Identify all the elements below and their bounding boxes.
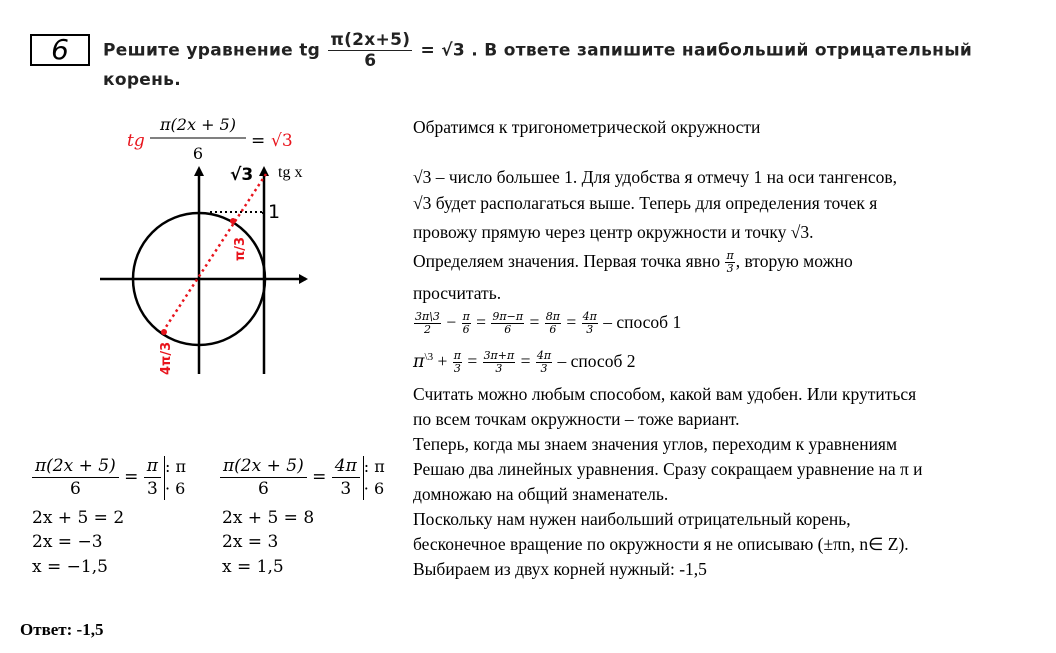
explanation-line-7: Считать можно любым способом, какой вам удобен. Или крутиться [413,384,917,404]
method-2-head: π [413,351,425,372]
frac-denominator: 2 [423,323,431,337]
explanation-line-6: просчитать. [413,283,502,303]
inline-fraction [545,311,561,336]
explanation-line-5-start: Определяем значения. Первая точка явно [413,251,725,271]
frac-numerator: 9π−π [492,310,524,324]
frac-denominator: 3 [726,262,734,276]
inline-fraction [414,311,441,336]
right-eq-side [364,456,385,500]
final-answer: Ответ: -1,5 [20,620,104,639]
task-frac-denominator: 6 [364,51,377,71]
fraction-pi-3 [725,250,734,275]
explanation-line-5-end: , вторую можно [735,251,853,271]
point-pi-3 [230,218,236,224]
label-one: 1 [268,201,281,223]
diagram-eq-equals: = [251,131,266,151]
method-2-expression [452,349,553,376]
frac-numerator: 8π [545,310,560,324]
explanation-line-8: по всем точкам окружности – тоже вариант. [413,409,740,429]
left-side-top: : π [164,456,186,476]
task-number-box [30,34,90,66]
frac-numerator: π [462,310,470,324]
task-fraction [328,30,412,71]
frac-numerator: 3π+π [483,349,515,363]
inline-fraction [483,350,516,375]
frac-numerator: π [453,349,461,363]
left-equation [32,455,186,500]
inline-fraction [462,311,471,336]
right-eq-fraction [220,455,307,500]
method-1-line [413,310,681,336]
explanation-line-2: √3 – число большее 1. Для удобства я отмечу 1 на оси тангенсов, [413,167,898,187]
operator: = [516,350,535,371]
diagram-eq-tg: tg [127,131,145,151]
point-4pi-3 [161,329,167,335]
operator: = [462,350,482,371]
left-eq-side [165,456,186,500]
frac-numerator: 4π [582,310,597,324]
inline-fraction [453,350,462,375]
left-eq-rhs-num: π [144,455,161,478]
frac-denominator: 6 [462,323,470,337]
right-equation [220,455,385,500]
explanation-line-11: домножаю на общий знаменатель. [413,484,669,504]
left-step-2: 2x = −3 [32,532,103,552]
method-1-expression [413,310,599,337]
right-step-3: x = 1,5 [222,557,284,577]
diagram-eq-denominator: 6 [192,144,204,163]
frac-denominator: 3 [540,362,548,376]
tangent-axis-arrow-icon [259,166,269,176]
left-eq-numerator: π(2x + 5) [32,455,119,478]
explanation-line-1: Обратимся к тригонометрической окружности [413,117,761,137]
left-eq-rhs [144,455,161,500]
method-2-plus: + [433,350,452,371]
frac-denominator: 6 [549,323,557,337]
x-axis-arrow-icon [299,274,308,284]
right-step-2: 2x = 3 [222,532,279,552]
frac-numerator: 3π\3 [415,310,440,324]
label-pi-over-3: π/3 [233,236,248,261]
right-eq-rhs-den: 3 [340,479,352,499]
label-4pi-over-3: 4π/3 [159,341,174,375]
left-step-1: 2x + 5 = 2 [32,508,125,528]
explanation-line-13: бесконечное вращение по окружности я не описываю (±πn, n∈ Z). [413,534,909,554]
explanation-line-4: провожу прямую через центр окружности и точку √3. [413,222,814,242]
operator: = [561,312,581,332]
right-eq-denominator: 6 [257,479,269,499]
right-side-bot: · 6 [363,478,385,498]
task-line-1 [103,30,1023,71]
diagram-eq-numerator: π(2x + 5) [160,115,236,134]
inline-fraction [582,311,598,336]
method-2-line [413,345,635,375]
inline-fraction [536,350,552,375]
y-axis-arrow-icon [194,166,204,176]
explanation-line-10: Решаю два линейных уравнения. Сразу сокращаем уравнение на π и [413,459,923,479]
right-eq-rhs [332,455,360,500]
left-eq-equals: = [124,467,139,487]
label-sqrt3-top: √3 [230,165,254,185]
task-number: 6 [51,33,69,66]
right-eq-numerator: π(2x + 5) [220,455,307,478]
task-prefix: Решите уравнение tg [103,40,321,61]
operator: = [471,312,491,332]
left-step-3: x = −1,5 [32,557,108,577]
explanation-line-14: Выбираем из двух корней нужный: -1,5 [413,559,707,579]
task-suffix: = √3 . В ответе запишите наибольший отрицательный [420,40,973,61]
red-dotted-line [162,174,266,333]
task-frac-numerator: π(2x+5) [330,30,411,50]
right-side-top: : π [363,456,385,476]
frac-numerator: π [726,249,734,263]
left-eq-rhs-den: 3 [146,479,158,499]
left-eq-fraction [32,455,119,500]
left-eq-denominator: 6 [69,479,81,499]
explanation-line-12: Поскольку нам нужен наибольший отрицательный корень, [413,509,851,529]
right-eq-rhs-num: 4π [332,455,360,478]
frac-denominator: 3 [453,362,461,376]
explanation-line-5 [413,249,853,275]
right-step-1: 2x + 5 = 8 [222,508,315,528]
explanation-line-3: √3 будет располагаться выше. Теперь для определения точек я [413,193,878,213]
method-1-tail: – способ 1 [598,312,682,332]
method-2-tail: – способ 2 [553,350,636,371]
frac-denominator: 3 [586,323,594,337]
operator: − [441,312,461,332]
right-eq-equals: = [312,467,327,487]
operator: = [525,312,544,332]
method-2-sup: \3 [424,351,434,363]
inline-fraction [491,311,524,336]
frac-numerator: 4π [536,349,552,363]
diagram-eq-rhs: √3 [271,131,293,151]
label-tgx: tg x [278,164,303,181]
explanation-line-9: Теперь, когда мы знаем значения углов, переходим к уравнениям [413,434,898,454]
task-line-2: корень. [103,70,181,90]
trig-circle-diagram [100,110,330,390]
frac-denominator: 6 [504,323,512,337]
left-side-bot: · 6 [164,478,186,498]
frac-denominator: 3 [495,362,503,376]
